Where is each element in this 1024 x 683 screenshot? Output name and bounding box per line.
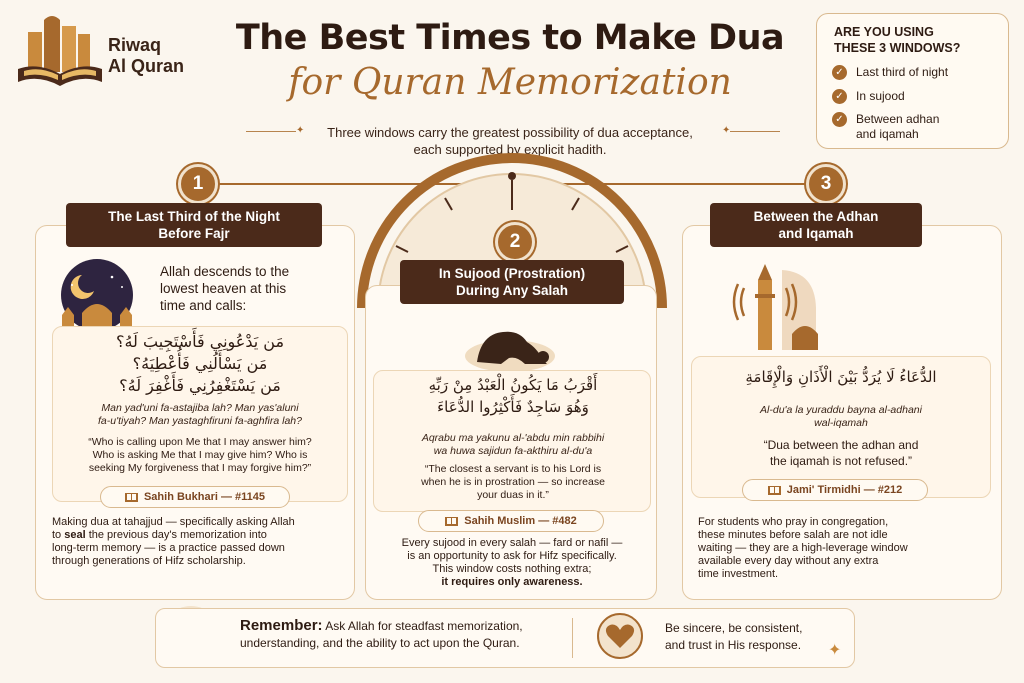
body-line: time investment. [698, 568, 779, 580]
card-heading-line1: The Last Third of the Night [108, 209, 280, 224]
subtitle-line1: Three windows carry the greatest possibility of dua acceptance, [327, 125, 693, 140]
checklist-item-label [856, 112, 939, 142]
arabic-line: وَهُوَ سَاجِدٌ فَأَكْثِرُوا الدُّعَاءَ [437, 398, 589, 416]
divider [572, 618, 573, 658]
arabic-line: مَن يَسْتَغْفِرُنِي فَأَغْفِرَ لَهُ؟ [119, 376, 281, 395]
remember-right-line1: Be sincere, be consistent, [665, 621, 803, 635]
translit-line: wa huwa sajidun fa-akthiru al-du'a [433, 445, 593, 457]
check-icon: ✓ [832, 112, 847, 127]
card-heading [710, 203, 922, 247]
transliteration [697, 404, 985, 430]
arabic-text [60, 331, 340, 397]
translation-line: “The closest a servant is to his Lord is [424, 463, 602, 475]
night-mosque-icon [52, 255, 142, 330]
translation-line: when he is in prostration — so increase [421, 476, 605, 488]
translation-line: “Dua between the adhan and [763, 438, 919, 452]
card-body [52, 516, 352, 568]
divider-right [730, 131, 780, 132]
source-badge [742, 479, 928, 501]
brand-line1: Riwaq [108, 35, 162, 55]
arabic-text [697, 366, 985, 388]
translation-line: the iqamah is not refused.” [769, 454, 913, 468]
body-line: Making dua at tahajjud — specifically asking Allah [52, 516, 295, 528]
brand-line2: Al Quran [108, 56, 185, 76]
source-badge [100, 486, 290, 508]
sparkle-icon: ✦ [722, 125, 731, 136]
body-line: For students who pray in congregation, [698, 516, 889, 528]
arabic-line: مَن يَدْعُونِي فَأَسْتَجِيبَ لَهُ؟ [115, 332, 285, 351]
remember-line2: understanding, and the ability to act upon the Quran. [240, 636, 520, 650]
card-heading-line2: Before Fajr [158, 226, 230, 241]
minaret-icon [730, 258, 840, 350]
sparkle-icon: ✦ [828, 642, 842, 659]
remember-text [240, 617, 560, 652]
body-text: to [52, 529, 65, 541]
heart-icon [592, 612, 648, 660]
step-number: 1 [178, 164, 218, 204]
checklist-item [832, 89, 905, 104]
checklist-title-line2: THESE 3 WINDOWS? [834, 41, 961, 55]
card-heading [66, 203, 322, 247]
remember-right-text [665, 620, 835, 654]
remember-right-line2: and trust in His response. [665, 638, 802, 652]
body-line [52, 529, 352, 542]
book-icon [445, 517, 458, 526]
translit-line: Aqrabu ma yakunu al-'abdu min rabbihi [421, 432, 605, 444]
card-body [372, 537, 652, 589]
checklist-title-line1: ARE YOU USING [834, 25, 934, 39]
checklist-item-label-line1: Between adhan [856, 112, 940, 126]
transliteration [378, 432, 648, 458]
card-heading-line1: In Sujood (Prostration) [438, 266, 586, 281]
source-label: Sahih Muslim — #482 [464, 515, 577, 527]
page-title-sub: for Quran Memorization [288, 62, 732, 103]
book-icon [125, 493, 138, 502]
step-number: 3 [806, 164, 846, 204]
card-intro-line: time and calls: [160, 298, 247, 313]
body-line: these minutes before salah are not idle [698, 529, 888, 541]
remember-label: Remember: [240, 617, 323, 634]
checklist-item-label: Last third of night [856, 65, 949, 79]
body-text: the previous day's memorization into [85, 529, 267, 541]
translation [378, 463, 648, 502]
translation [55, 436, 345, 475]
translation-line: seeking My forgiveness that I may forgive him?” [88, 462, 312, 474]
body-emphasis: seal [64, 529, 86, 541]
body-line: is an opportunity to ask for Hifz specifically. [407, 550, 617, 562]
card-heading-line2: and Iqamah [778, 226, 854, 241]
body-line: long-term memory — is a practice passed down [52, 542, 285, 554]
check-icon: ✓ [832, 65, 847, 80]
body-line: available every day without any extra [698, 555, 879, 567]
translation [697, 437, 985, 469]
divider-left [246, 131, 296, 132]
check-icon: ✓ [832, 89, 847, 104]
step-number: 2 [495, 222, 535, 262]
body-line: waiting — they are a high-leverage window [698, 542, 908, 554]
card-heading-line1: Between the Adhan [753, 209, 879, 224]
arabic-line: الدُّعَاءُ لَا يُرَدُّ بَيْنَ الْأَذَانِ وَالْإِقَامَةِ [745, 368, 937, 386]
card-intro-line: Allah descends to the [160, 264, 290, 279]
arabic-text [378, 374, 648, 418]
card-heading-line2: During Any Salah [455, 283, 568, 298]
checklist-item [832, 112, 939, 142]
source-label: Sahih Bukhari — #1145 [143, 491, 266, 503]
remember-line1: Ask Allah for steadfast memorization, [325, 619, 523, 633]
card-heading [400, 260, 624, 304]
translit-line: Man yad'uni fa-astajiba lah? Man yas'aluni [101, 402, 299, 414]
checklist-item-label-line2: and iqamah [856, 127, 919, 141]
checklist-title [834, 24, 1004, 56]
prostration-icon [455, 312, 565, 372]
card-intro-line: lowest heaven at this [160, 281, 287, 296]
body-line: through generations of Hifz scholarship. [52, 555, 246, 567]
subtitle-line2: each supported by explicit hadith. [413, 142, 607, 157]
body-line: This window costs nothing extra; [432, 563, 592, 575]
translation-line: “Who is calling upon Me that I may answer him? [88, 436, 312, 448]
brand-name [108, 35, 184, 77]
translit-line: wal-iqamah [814, 417, 868, 429]
body-line: Every sujood in every salah — fard or nafil — [401, 537, 623, 549]
checklist-item-label: In sujood [856, 89, 905, 103]
page-title: The Best Times to Make Dua [235, 18, 785, 58]
arabic-line: أَقْرَبُ مَا يَكُونُ الْعَبْدُ مِنْ رَبِّهِ [428, 376, 598, 394]
sparkle-icon: ✦ [296, 125, 305, 136]
book-icon [768, 486, 781, 495]
arabic-line: مَن يَسْأَلُنِي فَأُعْطِيَهُ؟ [132, 354, 268, 373]
translit-line: fa-u'tiyah? Man yastaghfiruni fa-aghfira lah? [98, 415, 302, 427]
card-body [698, 516, 994, 581]
transliteration [55, 402, 345, 428]
source-label: Jami' Tirmidhi — #212 [786, 484, 903, 496]
translation-line: Who is asking Me that I may give him? Who is [92, 449, 308, 461]
body-line: it requires only awareness. [441, 576, 583, 588]
checklist-item [832, 65, 948, 80]
card-intro [160, 263, 340, 314]
source-badge [418, 510, 604, 532]
translation-line: your duas in it.” [477, 489, 549, 501]
translit-line: Al-du'a la yuraddu bayna al-adhani [760, 404, 922, 416]
